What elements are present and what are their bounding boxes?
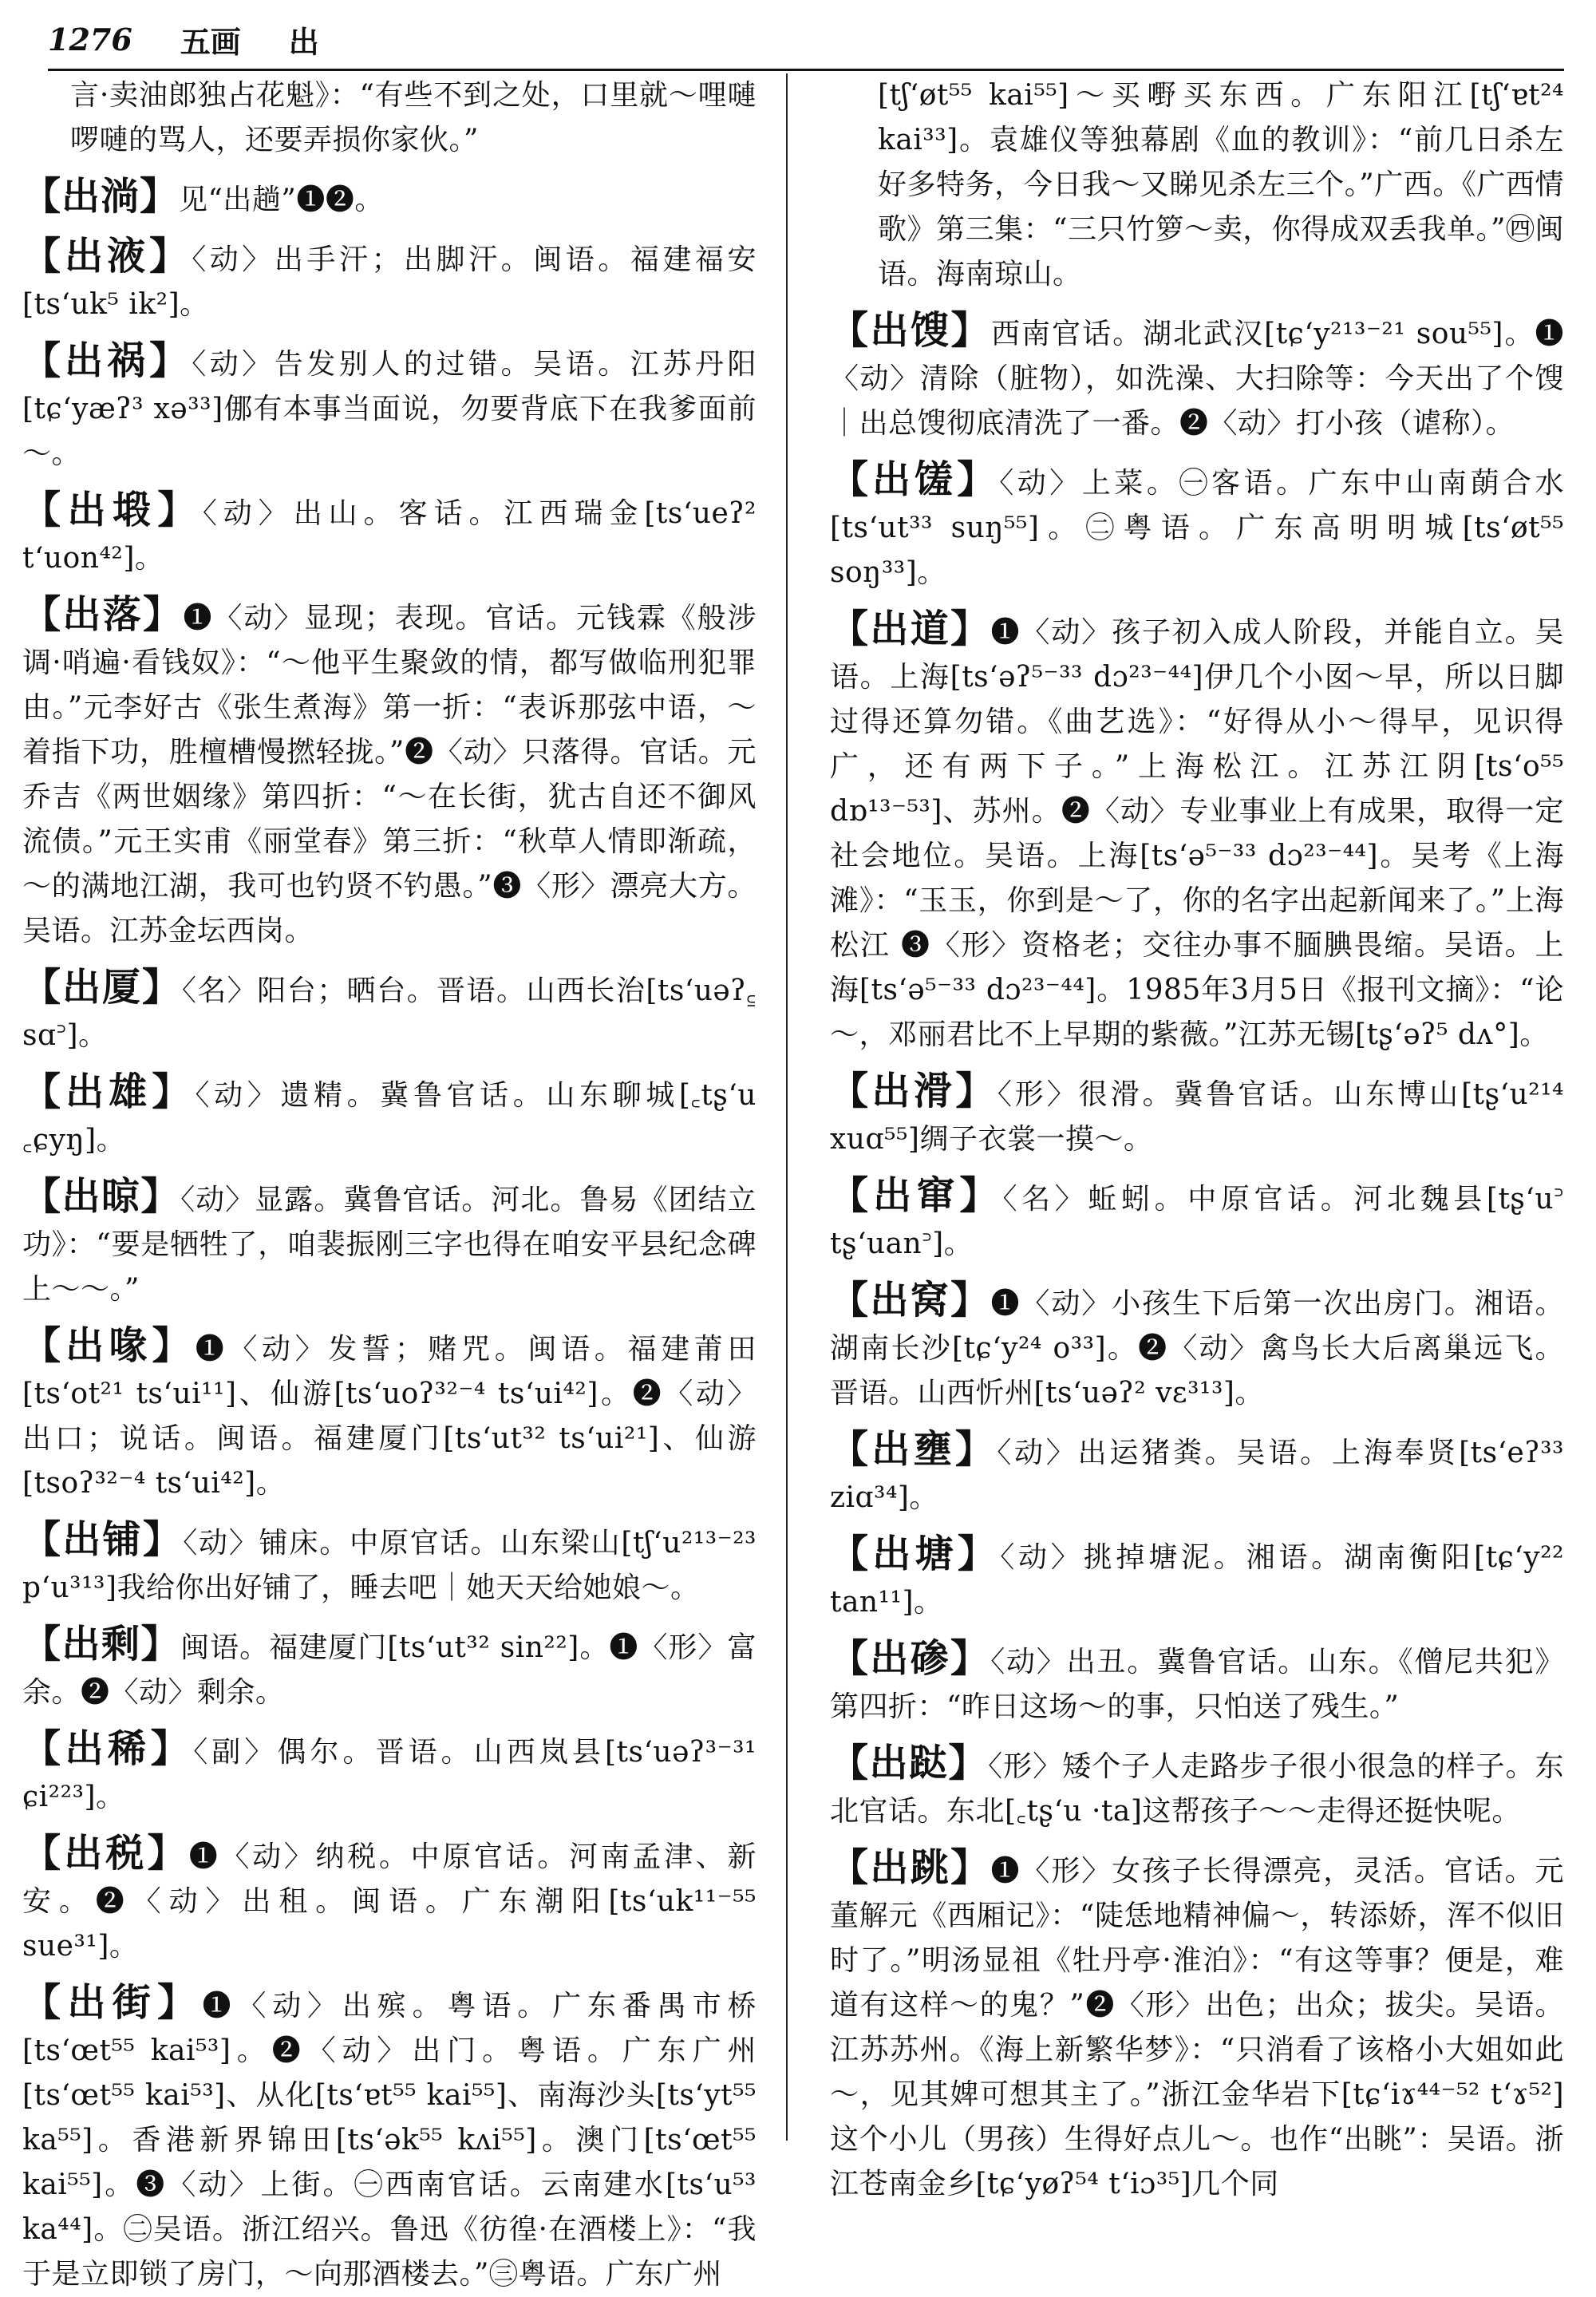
entry-headword: 【出馐】 (830, 457, 1000, 502)
entry-headword: 【出窜】 (830, 1173, 1003, 1218)
entry-headword: 【出滑】 (830, 1069, 998, 1113)
header-character: 出 (288, 23, 319, 60)
entry-definition: 〈动〉出山。客话。江西瑞金[ts‘ueʔ² t‘uon⁴²]。 (22, 497, 766, 575)
entry-definition: ❶〈动〉孩子初入成人阶段，并能自立。吴语。上海[ts‘əʔ⁵⁻³³ dɔ²³⁻⁴⁴]伊几个小囡～早，所以日脚过得还算勿错。《曲艺选》：“好得从小～得早，见识得广，还有两下子。”上海松江。江苏江阴[ts‘o⁵⁵ dɒ¹³⁻⁵³]、苏州。❷〈动〉专业事业上有成果，取得一定社会地位。吴语。上海[ts‘ə⁵⁻³³ dɔ²³⁻⁴⁴]。吴考《上海滩》：“玉玉，你到是～了，你的名字出起新闻来了。”上海松江 ❸〈形〉资格老；交往办事不腼腆畏缩。吴语。上海[ts‘ə⁵⁻³³ dɔ²³⁻⁴⁴]。1985年3月5日《报刊文摘》：“论～，邓丽君比不上早期的紫薇。”江苏无锡[tʂ‘əʔ⁵ dʌ°]。 (830, 616, 1574, 1051)
entry-definition: 〈动〉出丑。冀鲁官话。山东。《僧尼共犯》第四折：“昨日这场～的事，只怕送了残生。” (830, 1646, 1564, 1723)
entry-definition: ❶〈动〉出殡。粤语。广东番禺市桥[ts‘œt⁵⁵ kai⁵³]。❷〈动〉出门。粤语。广东广州[ts‘œt⁵⁵ kai⁵³]、从化[ts‘ɐt⁵⁵ kai⁵⁵]、南海沙头[ts‘yt⁵⁵ ka⁵⁵]。香港新界锦田[ts‘ək⁵⁵ kʌi⁵⁵]。澳门[ts‘œt⁵⁵ kai⁵⁵]。❸〈动〉上街。㊀西南官话。云南建水[ts‘u⁵³ ka⁴⁴]。㊁吴语。浙江绍兴。鲁迅《彷徨·在酒楼上》：“我于是立即锁了房门，～向那酒楼去。”㊂粤语。广东广州 (22, 1990, 766, 2291)
dictionary-entry (22, 1726, 766, 1820)
dictionary-entry (22, 1174, 757, 1312)
dictionary-entry (830, 1173, 1574, 1267)
entry-definition: 〈动〉出运猪粪。吴语。上海奉贤[ts‘eʔ³³ ziɑ³⁴]。 (830, 1437, 1574, 1514)
entry-headword: 【出液】 (22, 234, 192, 279)
entry-headword: 【出街】 (22, 1980, 203, 2025)
entry-definition: 〈形〉很滑。冀鲁官话。山东博山[tʂ‘u²¹⁴ xuɑ⁵⁵]绸子衣裳一摸～。 (830, 1078, 1574, 1156)
entry-headword: 【出馊】 (830, 308, 992, 353)
dictionary-entry (22, 1622, 757, 1715)
left-column (22, 73, 766, 2291)
entry-definition: ❶〈动〉纳税。中原官话。河南孟津、新安。❷〈动〉出租。闽语。广东潮阳[ts‘uk¹¹⁻⁵⁵ sue³¹]。 (22, 1840, 766, 1963)
entry-headword: 【出碜】 (830, 1636, 991, 1681)
dictionary-entry (830, 457, 1574, 595)
entry-definition: 闽语。福建厦门[ts‘ut³² sin²²]。❶〈形〉富余。❷〈动〉剩余。 (22, 1631, 757, 1709)
entry-headword: 【出淌】 (22, 174, 180, 219)
dictionary-entry (830, 1069, 1574, 1162)
dictionary-entry (22, 234, 757, 327)
section-label: 五画 (180, 23, 241, 60)
dictionary-entry (830, 308, 1564, 446)
dictionary-entry (830, 1427, 1574, 1520)
entry-definition: 〈动〉告发别人的过错。吴语。江苏丹阳[tɕ‘yæʔ³ xə³³]㑚有本事当面说，勿要背底下在我爹面前～。 (22, 348, 757, 470)
entry-definition: ❶〈动〉显现；表现。官话。元钱霖《般涉调·哨遍·看钱奴》：“～他平生聚敛的情，都写做临刑犯罪由。”元李好古《张生煮海》第一折：“表诉那弦中语，～着指下功，胜檀槽慢撚轻拢。”❷〈动〉只落得。官话。元乔吉《两世姻缘》第四折：“～在长街，犹古自还不御风流债。”元王实甫《丽堂春》第三折：“秋草人情即渐疏，～的满地江湖，我可也钓贤不钓愚。”❸〈形〉漂亮大方。吴语。江苏金坛西岗。 (22, 602, 757, 947)
header-rule (48, 69, 1564, 71)
entry-definition: 〈动〉显露。冀鲁官话。河北。鲁易《团结立功》：“要是牺牲了，咱裴振刚三字也得在咱安平县纪念碑上～～。” (22, 1184, 757, 1306)
entry-definition: 〈动〉出手汗；出脚汗。闽语。福建福安[ts‘uk⁵ ik²]。 (22, 243, 757, 321)
entry-definition: 〈动〉遗精。冀鲁官话。山东聊城[꜀tʂ‘u ꜀ɕyŋ]。 (22, 1079, 766, 1156)
entry-definition: ❶〈动〉小孩生下后第一次出房门。湘语。湖南长沙[tɕ‘y²⁴ o³³]。❷〈动〉禽鸟长大后离巢远飞。晋语。山西忻州[ts‘uəʔ² vɛ³¹³]。 (830, 1287, 1564, 1409)
dictionary-entry (22, 338, 757, 476)
entry-definition: 言·卖油郎独占花魁》：“有些不到之处，口里就～哩嗹啰嗹的骂人，还要弄损你家伙。” (70, 79, 757, 156)
entry-headword: 【出稀】 (22, 1726, 194, 1771)
entry-headword: 【出剩】 (22, 1622, 181, 1666)
entry-headword: 【出晾】 (22, 1174, 181, 1219)
entry-headword: 【出道】 (830, 607, 991, 651)
dictionary-entry (22, 73, 757, 163)
entry-definition: 〈动〉铺床。中原官话。山东梁山[tʃ‘u²¹³⁻²³ p‘u³¹³]我给你出好铺了，睡去吧｜她天天给她娘～。 (22, 1527, 766, 1604)
entry-headword: 【出铺】 (22, 1517, 184, 1562)
entry-definition: 〈名〉蚯蚓。中原官话。河北魏县[tʂ‘u꜄ tʂ‘uan꜄]。 (830, 1183, 1574, 1260)
entry-headword: 【出窝】 (830, 1278, 991, 1322)
dictionary-entry (830, 1845, 1564, 2207)
entry-definition: 〈形〉矮个子人走路步子很小很急的样子。东北官话。东北[꜀tʂ‘u ·ta]这帮孩子～～走得还挺快呢。 (830, 1750, 1564, 1828)
entry-definition: 〈动〉上菜。㊀客语。广东中山南蓢合水[ts‘ut³³ suŋ⁵⁵]。㊁粤语。广东高明明城[ts‘øt⁵⁵ soŋ³³]。 (830, 467, 1574, 589)
dictionary-entry (22, 1323, 757, 1506)
dictionary-entry (22, 1831, 766, 1969)
entry-headword: 【出厦】 (22, 965, 182, 1010)
entry-headword: 【出喙】 (22, 1323, 196, 1368)
entry-headword: 【出壅】 (830, 1427, 998, 1472)
entry-headword: 【出塅】 (22, 488, 203, 532)
dictionary-entry (22, 1517, 766, 1611)
entry-definition: 见“出趟”❶❷。 (179, 184, 384, 216)
dictionary-entry (830, 1532, 1574, 1625)
dictionary-entry (830, 607, 1574, 1058)
entry-headword: 【出税】 (22, 1831, 189, 1876)
entry-headword: 【出塘】 (830, 1532, 1001, 1576)
dictionary-entry (22, 488, 766, 581)
entry-headword: 【出跳】 (830, 1845, 991, 1890)
entry-definition: 西南官话。湖北武汉[tɕ‘y²¹³⁻²¹ sou⁵⁵]。❶〈动〉清除（脏物），如洗澡、大扫除等：今天出了个馊｜出总馊彻底清洗了一番。❷〈动〉打小孩（谑称）。 (830, 318, 1564, 440)
dictionary-entry (830, 1278, 1564, 1416)
dictionary-entry (22, 592, 757, 954)
dictionary-entry (830, 1636, 1564, 1730)
entry-headword: 【出雄】 (22, 1069, 196, 1114)
entry-headword: 【出落】 (22, 592, 184, 637)
entry-headword: 【出跶】 (830, 1741, 989, 1785)
page-number: 1276 (48, 21, 132, 57)
column-divider (786, 73, 788, 2141)
entry-definition: 〈动〉挑掉塘泥。湘语。湖南衡阳[tɕ‘y²² tan¹¹]。 (830, 1541, 1574, 1619)
dictionary-entry (22, 1980, 766, 2297)
dictionary-entry (22, 174, 757, 223)
dictionary-entry (22, 1069, 766, 1163)
right-column (830, 73, 1574, 2200)
page-header (48, 11, 1564, 67)
entry-definition: ❶〈动〉发誓；赌咒。闽语。福建莆田[ts‘ot²¹ ts‘ui¹¹]、仙游[ts‘uoʔ³²⁻⁴ ts‘ui⁴²]。❷〈动〉出口；说话。闽语。福建厦门[ts‘ut³² ts‘ui²¹]、仙游[tsoʔ³²⁻⁴ ts‘ui⁴²]。 (22, 1333, 757, 1500)
dictionary-entry (22, 965, 766, 1058)
dictionary-entry (830, 1741, 1564, 1834)
entry-definition: 〈副〉偶尔。晋语。山西岚县[ts‘uəʔ³⁻³¹ ɕi²²³]。 (22, 1736, 766, 1813)
dictionary-entry (830, 73, 1574, 297)
entry-definition: 〈名〉阳台；晒台。晋语。山西长治[ts‘uəʔ꜁ sɑ꜄]。 (22, 975, 766, 1052)
entry-headword: 【出祸】 (22, 338, 192, 383)
entry-definition: [tʃ‘øt⁵⁵ kai⁵⁵]～买嘢买东西。广东阳江[tʃ‘ɐt²⁴ kai³³]。袁雄仪等独幕剧《血的教训》：“前几日杀左好多特务，今日我～又睇见杀左三个。”广西。《广西情歌》第三集：“三只竹箩～卖，你得成双丢我单。”㊃闽语。海南琼山。 (878, 79, 1574, 291)
entry-definition: ❶〈形〉女孩子长得漂亮，灵活。官话。元董解元《西厢记》：“陡恁地精神偏～，转添娇，浑不似旧时了。”明汤显祖《牡丹亭·淮泊》：“有这等事？便是，难道有这样～的鬼？”❷〈形〉出色；出众；拔尖。吴语。江苏苏州。《海上新繁华梦》：“只消看了该格小大姐如此～，见其婢可想其主了。”浙江金华岩下[tɕ‘iɤ⁴⁴⁻⁵² t‘ɤ⁵²]这个小儿（男孩）生得好点儿～。也作“出眺”：吴语。浙江苍南金乡[tɕ‘yøʔ⁵⁴ t‘iɔ³⁵]几个同 (830, 1855, 1564, 2200)
